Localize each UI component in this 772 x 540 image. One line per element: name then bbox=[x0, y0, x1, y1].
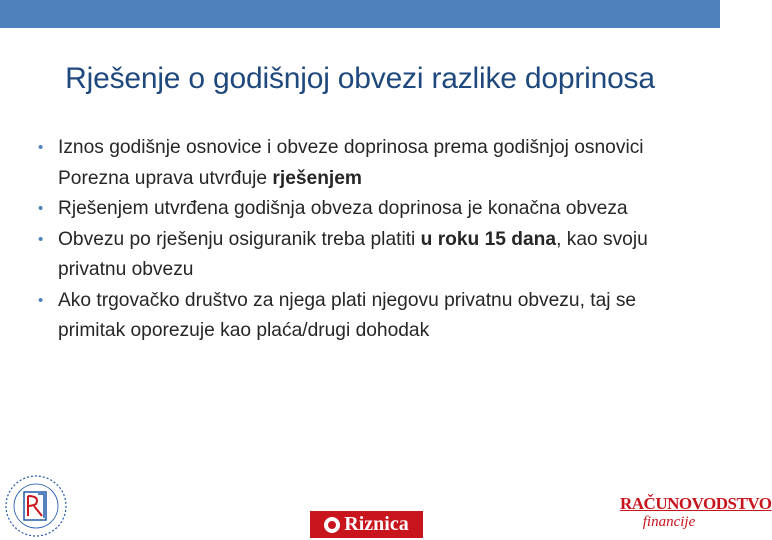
bullet-bold-text: u roku 15 dana bbox=[420, 228, 557, 250]
bullet-item bbox=[38, 194, 688, 225]
slide-title: Rješenje o godišnjoj obvezi razlike doprinosa bbox=[65, 62, 655, 95]
bullet-icon: • bbox=[38, 139, 44, 156]
bullet-list bbox=[38, 133, 688, 347]
riznica-seal-icon bbox=[324, 517, 340, 533]
bullet-icon: • bbox=[38, 230, 44, 248]
bullet-text: Rješenjem utvrđena godišnja obveza doprinosa je konačna obveza bbox=[58, 198, 628, 219]
bullet-item bbox=[38, 133, 688, 194]
bullet-text: Ako trgovačko društvo za njega plati njegovu privatnu obvezu, taj se primitak oporezuje kao plaća/drugi dohodak bbox=[58, 289, 637, 341]
financije-logo-text: financije bbox=[642, 514, 696, 530]
bullet-icon: • bbox=[38, 200, 44, 217]
bullet-icon: • bbox=[38, 291, 44, 309]
riznica-logo-text: Riznica bbox=[344, 513, 409, 535]
bullet-text-end: , kao svoju privatnu obvezu bbox=[58, 228, 648, 280]
association-seal-logo bbox=[0, 470, 72, 538]
riznica-logo bbox=[310, 511, 423, 538]
bullet-text: Iznos godišnje osnovice i obveze doprinosa prema godišnjoj osnovici Porezna uprava utvrđuje bbox=[58, 137, 644, 189]
bullet-item bbox=[38, 225, 688, 286]
bullet-text: Obvezu po rješenju osiguranik treba platiti bbox=[58, 228, 421, 250]
bullet-bold-text: rješenjem bbox=[272, 167, 362, 189]
racunovodstvo-logo bbox=[620, 494, 772, 538]
bullet-item bbox=[38, 286, 688, 347]
top-accent-bar bbox=[0, 0, 720, 28]
racunovodstvo-logo-text: RAČUNOVODSTVO bbox=[620, 494, 772, 513]
